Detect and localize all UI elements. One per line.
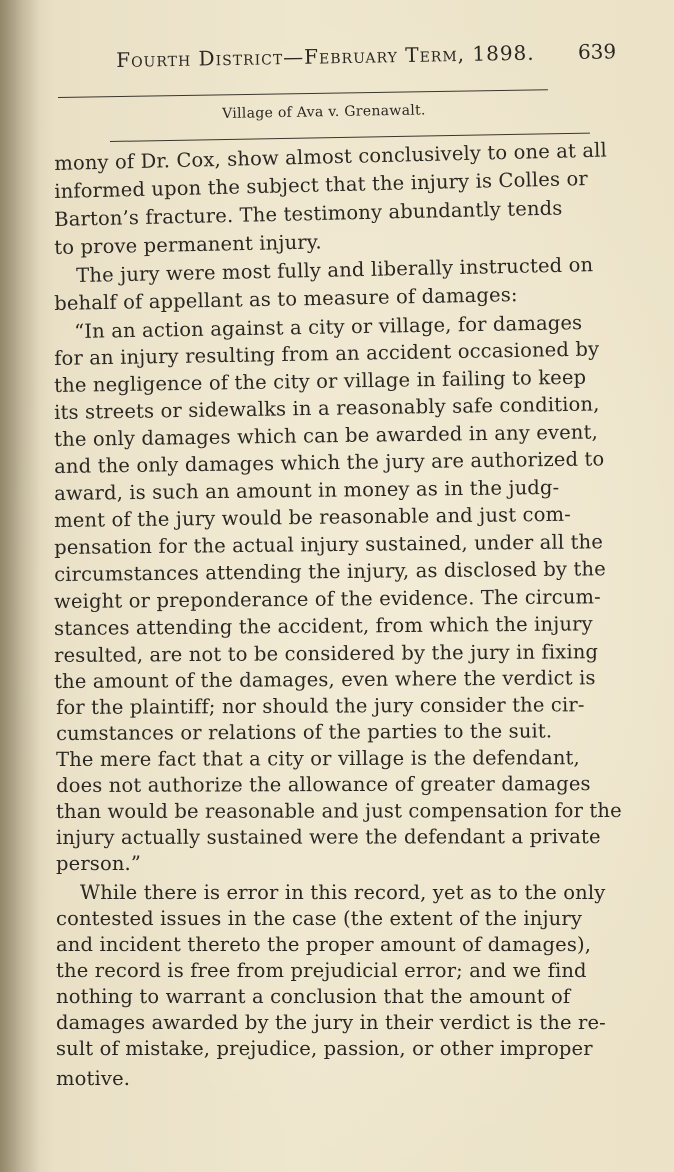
text-line: cumstances or relations of the parties to the suit. (56, 719, 553, 745)
text-line: the amount of the damages, even where the verdict is (54, 666, 596, 693)
text-line: The jury were most fully and liberally instructed on (76, 253, 594, 287)
text-line: behalf of appellant as to measure of damages: (54, 283, 518, 315)
text-line: resulted, are not to be considered by the jury in fixing (54, 640, 599, 667)
text-line: the record is free from prejudicial error; and we find (56, 959, 587, 982)
page-number: 639 (577, 39, 617, 64)
text-line: and incident thereto the proper amount of damages), (56, 933, 592, 956)
text-line: motive. (56, 1067, 131, 1090)
running-title: Fourth District—February Term, 1898. (116, 40, 535, 72)
text-line: pensation for the actual injury sustained, under all the (54, 530, 604, 559)
text-line: to prove permanent injury. (54, 230, 322, 259)
text-line: The mere fact that a city or village is the defendant, (56, 746, 580, 771)
text-line: injury actually sustained were the defendant a private (56, 825, 601, 849)
text-line: award, is such an amount in money as in the judg- (54, 475, 560, 505)
text-line: than would be reasonable and just compensation for the (56, 799, 622, 823)
text-line: the negligence of the city or village in failing to keep (54, 365, 587, 397)
text-line: its streets or sidewalks in a reasonably safe condition, (54, 392, 600, 424)
text-line: for an injury resulting from an accident occasioned by (54, 337, 600, 370)
text-line: contested issues in the case (the extent of the injury (56, 907, 583, 930)
text-line: “In an action against a city or village, for damages (74, 311, 583, 343)
text-line: nothing to warrant a conclusion that the amount of (56, 985, 571, 1008)
text-line: does not authorize the allowance of greater damages (56, 772, 591, 797)
text-line: stances attending the accident, from which the injury (54, 612, 593, 640)
text-line: ment of the jury would be reasonable and just com- (54, 502, 572, 532)
text-line: damages awarded by the jury in their verdict is the re- (56, 1011, 606, 1034)
text-line: Barton’s fracture. The testimony abundantly tends (54, 196, 563, 231)
text-line: circumstances attending the injury, as disclosed by the (54, 557, 606, 586)
text-line: While there is error in this record, yet as to the only (80, 881, 606, 904)
case-title: Village of Ava v. Grenawalt. (222, 102, 426, 122)
text-line: mony of Dr. Cox, show almost conclusively to one at all (54, 138, 608, 175)
text-line: sult of mistake, prejudice, passion, or other improper (56, 1037, 593, 1060)
text-line: the only damages which can be awarded in any event, (54, 420, 599, 451)
text-line: and the only damages which the jury are authorized to (54, 447, 605, 478)
text-line: for the plaintiff; nor should the jury consider the cir- (56, 693, 585, 719)
text-line: weight or preponderance of the evidence. The circum- (54, 585, 601, 613)
text-line: person.” (56, 852, 142, 875)
text-line: informed upon the subject that the injury is Colles or (54, 166, 589, 203)
